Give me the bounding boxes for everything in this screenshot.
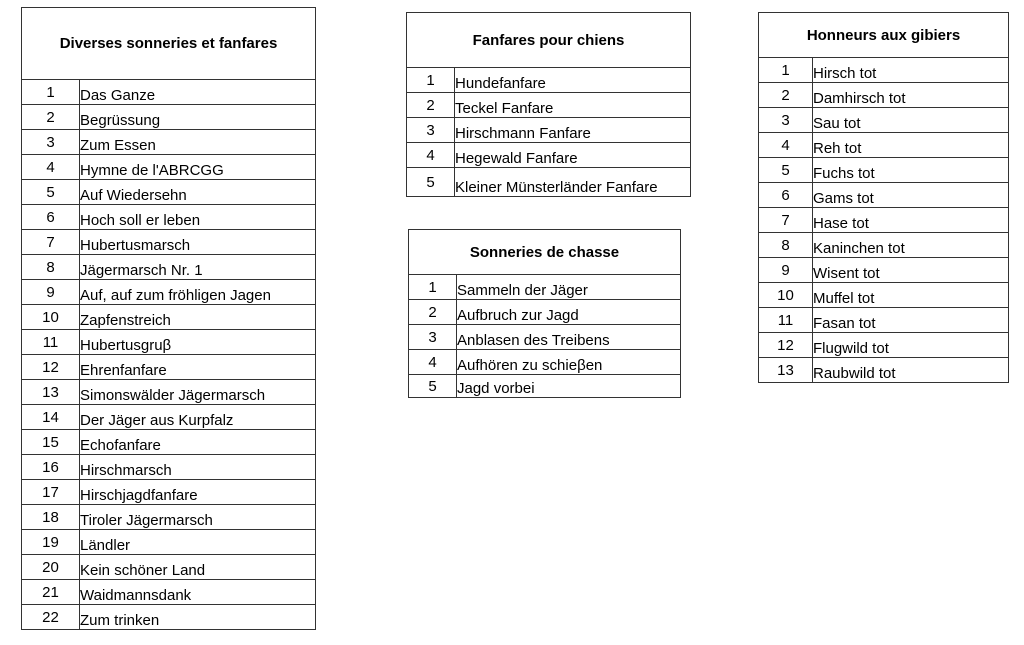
table-row: [22, 505, 316, 530]
table-row: [22, 255, 316, 280]
row-title: Gams tot: [813, 183, 1009, 208]
row-title: Tiroler Jägermarsch: [80, 505, 316, 530]
row-title: Jägermarsch Nr. 1: [80, 255, 316, 280]
table-row: [759, 233, 1009, 258]
table-row: [759, 258, 1009, 283]
row-title: Ehrenfanfare: [80, 355, 316, 380]
table-row: [22, 80, 316, 105]
table-row: [759, 158, 1009, 183]
row-title: Aufhören zu schieβen: [457, 350, 681, 375]
row-number: 5: [22, 180, 80, 205]
row-number: 13: [759, 358, 813, 383]
table-row: [22, 305, 316, 330]
table-sonneries-chasse: [408, 229, 681, 398]
row-title: Muffel tot: [813, 283, 1009, 308]
table-row: [759, 58, 1009, 83]
row-title: Auf Wiedersehn: [80, 180, 316, 205]
row-number: 7: [759, 208, 813, 233]
row-number: 10: [759, 283, 813, 308]
row-number: 12: [22, 355, 80, 380]
row-title: Hase tot: [813, 208, 1009, 233]
row-number: 1: [409, 275, 457, 300]
row-number: 20: [22, 555, 80, 580]
row-title: Zum trinken: [80, 605, 316, 630]
table-row: [22, 130, 316, 155]
table-row: [759, 358, 1009, 383]
row-title: Hirschmann Fanfare: [455, 118, 691, 143]
table-row: [759, 208, 1009, 233]
row-number: 10: [22, 305, 80, 330]
table-row: [409, 275, 681, 300]
row-number: 11: [759, 308, 813, 333]
row-title: Hubertusgruβ: [80, 330, 316, 355]
table-row: [407, 168, 691, 197]
row-number: 2: [407, 93, 455, 118]
row-title: Hubertusmarsch: [80, 230, 316, 255]
table-row: [759, 333, 1009, 358]
row-title: Das Ganze: [80, 80, 316, 105]
table-row: [407, 93, 691, 118]
table-row: [22, 455, 316, 480]
row-number: 15: [22, 430, 80, 455]
row-title: Zum Essen: [80, 130, 316, 155]
row-title: Kein schöner Land: [80, 555, 316, 580]
table-row: [22, 355, 316, 380]
table-row: [407, 68, 691, 93]
row-title: Sau tot: [813, 108, 1009, 133]
row-number: 17: [22, 480, 80, 505]
row-number: 2: [22, 105, 80, 130]
row-number: 4: [759, 133, 813, 158]
row-number: 21: [22, 580, 80, 605]
row-number: 16: [22, 455, 80, 480]
row-number: 13: [22, 380, 80, 405]
table-row: [409, 300, 681, 325]
row-number: 12: [759, 333, 813, 358]
table-row: [409, 350, 681, 375]
row-title: Waidmannsdank: [80, 580, 316, 605]
table-title: Fanfares pour chiens: [407, 13, 691, 68]
table-row: [22, 280, 316, 305]
table-row: [759, 83, 1009, 108]
row-title: Auf, auf zum fröhligen Jagen: [80, 280, 316, 305]
row-number: 3: [407, 118, 455, 143]
row-number: 19: [22, 530, 80, 555]
row-title: Hirsch tot: [813, 58, 1009, 83]
row-number: 14: [22, 405, 80, 430]
table-row: [22, 580, 316, 605]
table-honneurs-gibiers: [758, 12, 1009, 383]
row-number: 2: [759, 83, 813, 108]
row-title: Fuchs tot: [813, 158, 1009, 183]
table-row: [22, 605, 316, 630]
table-row: [22, 555, 316, 580]
row-title: Echofanfare: [80, 430, 316, 455]
row-title: Zapfenstreich: [80, 305, 316, 330]
table-diverses-sonneries: [21, 7, 316, 630]
table-row: [22, 380, 316, 405]
row-title: Hymne de l'ABRCGG: [80, 155, 316, 180]
row-title: Anblasen des Treibens: [457, 325, 681, 350]
table-row: [22, 180, 316, 205]
row-number: 1: [759, 58, 813, 83]
table-row: [22, 205, 316, 230]
row-number: 5: [407, 168, 455, 197]
row-title: Hoch soll er leben: [80, 205, 316, 230]
row-number: 2: [409, 300, 457, 325]
row-number: 6: [22, 205, 80, 230]
row-number: 3: [22, 130, 80, 155]
row-title: Hundefanfare: [455, 68, 691, 93]
table-row: [407, 143, 691, 168]
row-number: 5: [759, 158, 813, 183]
row-title: Flugwild tot: [813, 333, 1009, 358]
table-row: [22, 530, 316, 555]
row-number: 9: [759, 258, 813, 283]
table-fanfares-chiens: [406, 12, 691, 197]
row-number: 6: [759, 183, 813, 208]
row-title: Sammeln der Jäger: [457, 275, 681, 300]
table-title: Honneurs aux gibiers: [759, 13, 1009, 58]
table-row: [22, 480, 316, 505]
row-title: Hirschmarsch: [80, 455, 316, 480]
row-number: 8: [22, 255, 80, 280]
row-number: 18: [22, 505, 80, 530]
table-row: [22, 405, 316, 430]
table-title: Diverses sonneries et fanfares: [22, 8, 316, 80]
table-row: [407, 118, 691, 143]
table-row: [22, 330, 316, 355]
row-number: 8: [759, 233, 813, 258]
row-title: Ländler: [80, 530, 316, 555]
row-title: Teckel Fanfare: [455, 93, 691, 118]
row-number: 3: [759, 108, 813, 133]
table-row: [22, 430, 316, 455]
row-title: Kaninchen tot: [813, 233, 1009, 258]
table-row: [759, 283, 1009, 308]
row-number: 4: [22, 155, 80, 180]
row-title: Begrüssung: [80, 105, 316, 130]
table-row: [759, 108, 1009, 133]
row-number: 22: [22, 605, 80, 630]
table-row: [759, 133, 1009, 158]
table-row: [22, 105, 316, 130]
row-number: 1: [407, 68, 455, 93]
table-row: [22, 230, 316, 255]
row-title: Jagd vorbei: [457, 375, 681, 398]
row-title: Damhirsch tot: [813, 83, 1009, 108]
row-number: 3: [409, 325, 457, 350]
row-number: 4: [409, 350, 457, 375]
table-row: [22, 155, 316, 180]
row-number: 9: [22, 280, 80, 305]
row-number: 1: [22, 80, 80, 105]
table-row: [759, 183, 1009, 208]
table-row: [759, 308, 1009, 333]
table-row: [409, 375, 681, 398]
row-title: Kleiner Münsterländer Fanfare: [455, 168, 691, 197]
row-title: Raubwild tot: [813, 358, 1009, 383]
table-title: Sonneries de chasse: [409, 230, 681, 275]
row-title: Reh tot: [813, 133, 1009, 158]
row-title: Hegewald Fanfare: [455, 143, 691, 168]
row-title: Simonswälder Jägermarsch: [80, 380, 316, 405]
row-title: Fasan tot: [813, 308, 1009, 333]
row-number: 11: [22, 330, 80, 355]
row-number: 4: [407, 143, 455, 168]
table-row: [409, 325, 681, 350]
row-number: 5: [409, 375, 457, 398]
row-number: 7: [22, 230, 80, 255]
row-title: Der Jäger aus Kurpfalz: [80, 405, 316, 430]
row-title: Hirschjagdfanfare: [80, 480, 316, 505]
row-title: Aufbruch zur Jagd: [457, 300, 681, 325]
row-title: Wisent tot: [813, 258, 1009, 283]
